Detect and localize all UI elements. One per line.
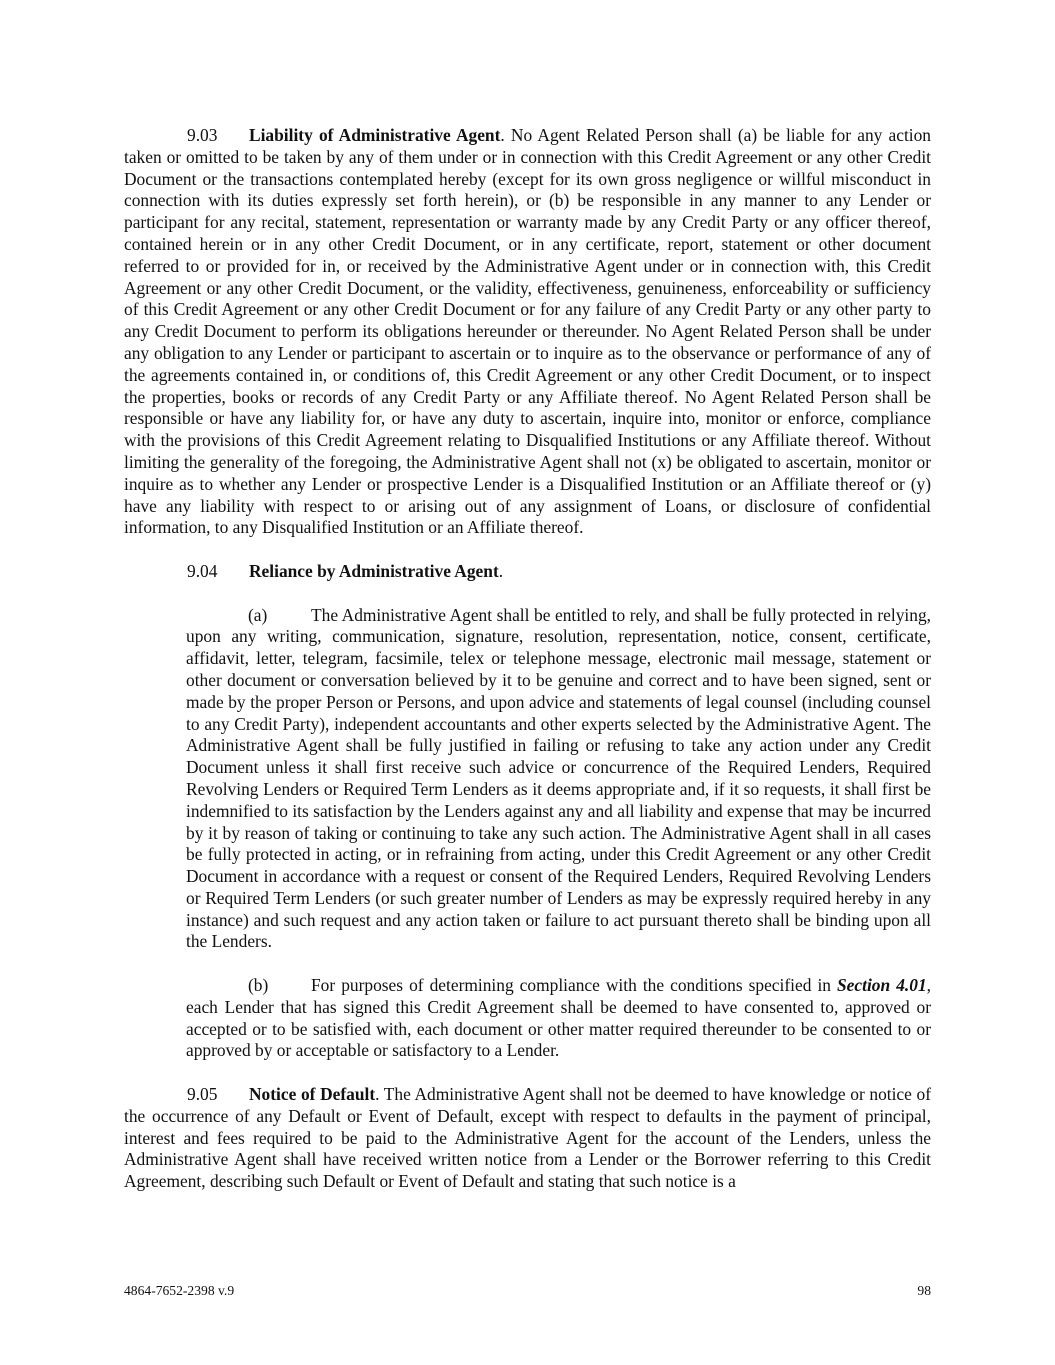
section-9-03 — [124, 125, 931, 539]
section-number: 9.03 — [187, 125, 218, 145]
section-number: 9.05 — [187, 1084, 218, 1105]
subsection-text-after: , each Lender that has signed this Credit Agreement shall be deemed to have consented to, approved or accepted or to be satisfied with, each document or other matter required thereunder to be consented to or approved by or acceptable or satisfactory to a Lender. — [186, 975, 931, 1061]
section-reference-link: Section 4.01 — [837, 975, 927, 996]
subsection-text-before: For purposes of determining compliance with the conditions specified in — [311, 975, 838, 996]
subsection-text: The Administrative Agent shall be entitled to rely, and shall be fully protected in relying, upon any writing, communication, signature, resolution, representation, notice, consent, certificate, affidavit, letter, telegram, facsimile, telex or telephone message, electronic mail message, statement or other document or conversation believed by it to be genuine and correct and to have been signed, sent or made by the proper Person or Persons, and upon advice and statements of legal counsel (including counsel to any Credit Party), independent accountants and other experts selected by the Administrative Agent. The Administrative Agent shall be fully justified in failing or refusing to take any action under any Credit Document unless it shall first receive such advice or concurrence of the Required Lenders, Required Revolving Lenders or Required Term Lenders as it deems appropriate and, if it so requests, it shall first be indemnified to its satisfaction by the Lenders against any and all liability and expense that may be incurred by it by reason of taking or continuing to take any such action. The Administrative Agent shall in all cases be fully protected in acting, or in refraining from acting, under this Credit Agreement or any other Credit Document in accordance with a request or consent of the Required Lenders, Required Revolving Lenders or Required Term Lenders (or such greater number of Lenders as may be expressly required hereby in any instance) and such request and any action taken or failure to act pursuant thereto shall be binding upon all the Lenders. — [186, 604, 931, 952]
subsection-9-04-a — [186, 605, 931, 954]
document-body — [124, 125, 931, 1215]
section-text: . No Agent Related Person shall (a) be liable for any action taken or omitted to be taken by any of them under or in connection with this Credit Agreement or any other Credit Document or the transactions contemplated hereby (except for its own gross negligence or willful misconduct in connection with its duties expressly set forth herein), or (b) be responsible in any manner to any Lender or participant for any recital, statement, representation or warranty made by any Credit Party or any officer thereof, contained herein or in any other Credit Document, or in any certificate, report, statement or other document referred to or provided for in, or received by the Administrative Agent under or in connection with, this Credit Agreement or any other Credit Document, or the validity, effectiveness, genuineness, enforceability or sufficiency of this Credit Agreement or any other Credit Document or for any failure of any Credit Party or any other party to any Credit Document to perform its obligations hereunder or thereunder. No Agent Related Person shall be under any obligation to any Lender or participant to ascertain or to inquire as to the observance or performance of any of the agreements contained in, or conditions of, this Credit Agreement or any other Credit Document, or to inspect the properties, books or records of any Credit Party or any Affiliate thereof. No Agent Related Person shall be responsible or have any liability for, or have any duty to ascertain, inquire into, monitor or enforce, compliance with the provisions of this Credit Agreement relating to Disqualified Institutions or any Affiliate thereof. Without limiting the generality of the foregoing, the Administrative Agent shall not (x) be obligated to ascertain, monitor or inquire as to whether any Lender or prospective Lender is a Disqualified Institution or an Affiliate thereof or (y) have any liability with respect to or arising out of any assignment of Loans, or disclosure of confidential information, to any Disqualified Institution or an Affiliate thereof. — [124, 125, 932, 538]
section-heading: Notice of Default — [249, 1084, 376, 1105]
subsection-label: (a) — [248, 604, 268, 625]
subsection-9-04-b — [186, 975, 931, 1062]
section-text: . — [498, 560, 504, 581]
section-9-05 — [124, 1084, 931, 1193]
footer-page-number: 98 — [917, 1283, 931, 1298]
subsection-label: (b) — [248, 975, 269, 996]
section-9-04 — [124, 561, 931, 583]
section-number: 9.04 — [187, 560, 218, 581]
section-text: . The Administrative Agent shall not be deemed to have knowledge or notice of the occurrence of any Default or Event of Default, except with respect to defaults in the payment of principal, interest and fees required to be paid to the Administrative Agent for the account of the Lenders, unless the Administrative Agent shall have received written notice from a Lender or the Borrower referring to this Credit Agreement, describing such Default or Event of Default and stating that such notice is a — [124, 1084, 931, 1192]
footer-document-id: 4864-7652-2398 v.9 — [124, 1283, 235, 1298]
section-heading: Liability of Administrative Agent — [249, 125, 501, 145]
section-heading: Reliance by Administrative Agent — [249, 560, 499, 581]
